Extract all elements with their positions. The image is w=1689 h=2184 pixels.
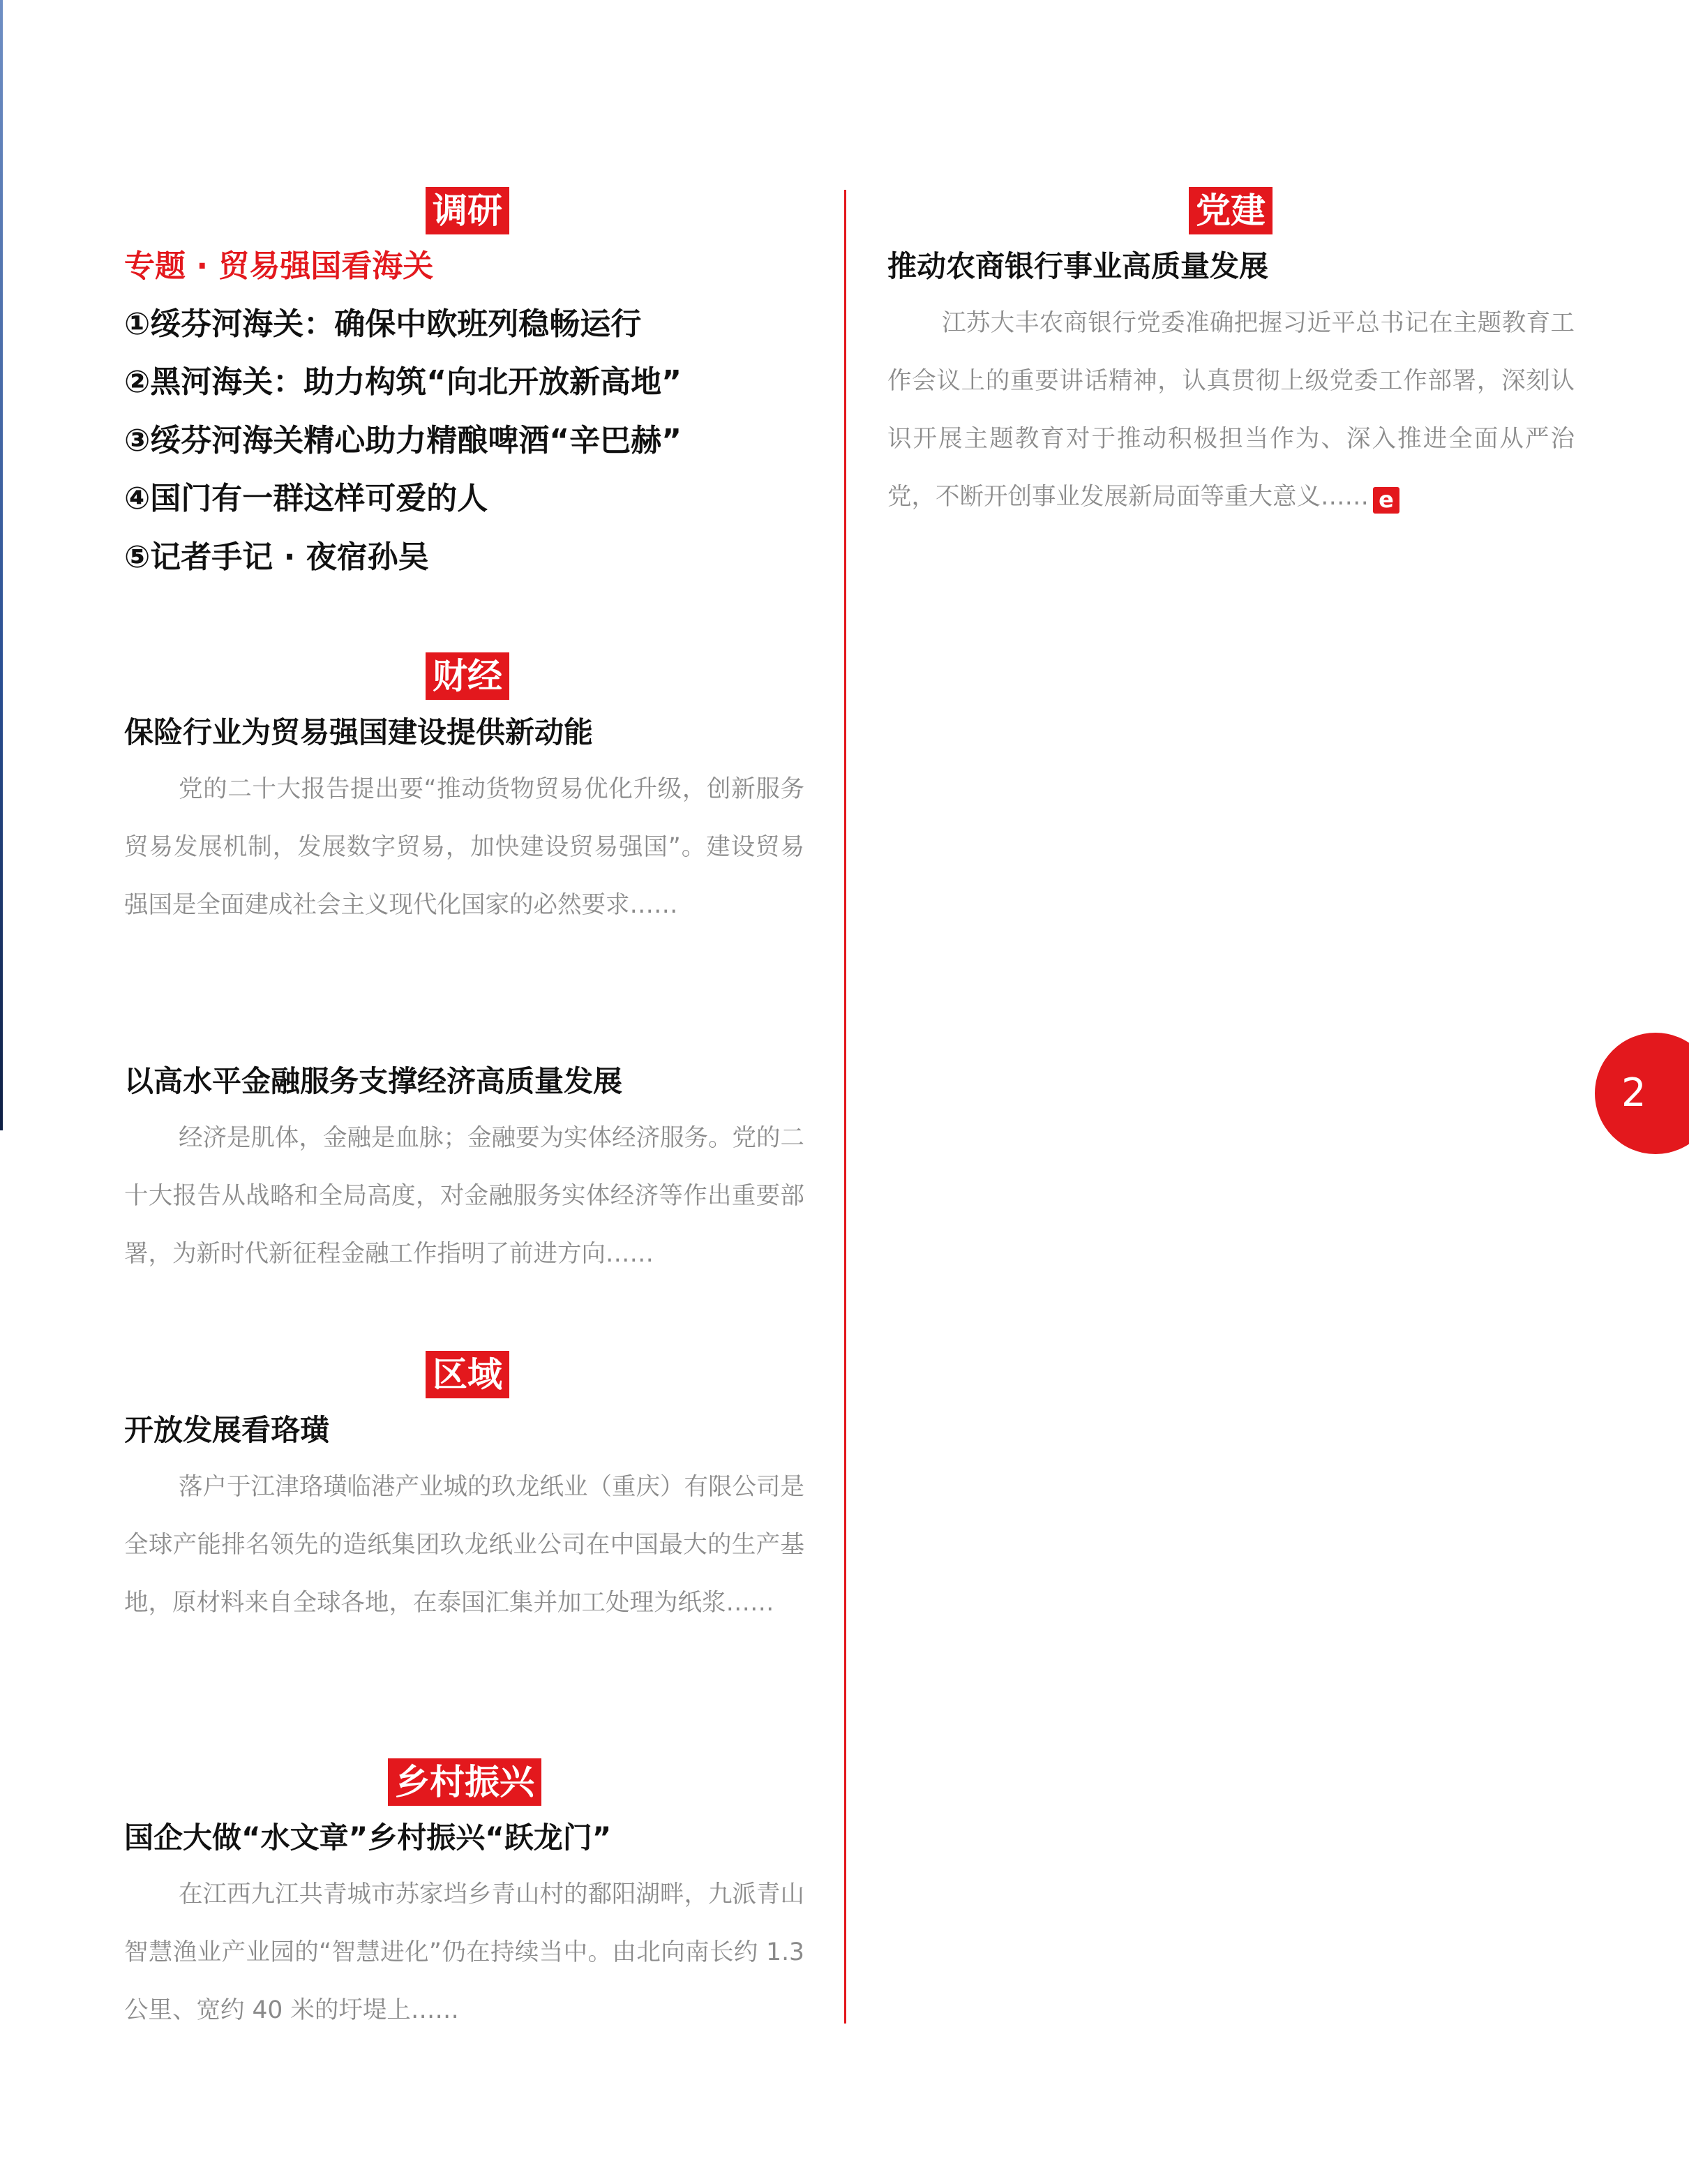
finance-article-2-summary: 经济是肌体，金融是血脉；金融要为实体经济服务。党的二十大报告从战略和全局高度，对金融服务实体经济等作出重要部署，为新时代新征程金融工作指明了前进方向…… bbox=[124, 1124, 804, 1268]
finance-article-2-title[interactable]: 以高水平金融服务支撑经济高质量发展 bbox=[124, 1064, 623, 1098]
research-topic-line[interactable]: 专题 · 贸易强国看海关 bbox=[124, 248, 434, 284]
party-article-title[interactable]: 推动农商银行事业高质量发展 bbox=[887, 249, 1269, 283]
region-article-title[interactable]: 开放发展看珞璜 bbox=[124, 1413, 330, 1447]
research-item-5[interactable]: ⑤记者手记 · 夜宿孙吴 bbox=[124, 539, 429, 575]
section-tag-party: 党建 bbox=[1189, 187, 1273, 234]
finance-article-1-title[interactable]: 保险行业为贸易强国建设提供新动能 bbox=[124, 715, 594, 749]
region-article-summary: 落户于江津珞璜临港产业城的玖龙纸业（重庆）有限公司是全球产能排名领先的造纸集团玖龙纸业公司在中国最大的生产基地，原材料来自全球各地，在泰国汇集并加工处理为纸浆…… bbox=[124, 1473, 804, 1617]
rural-article-title[interactable]: 国企大做“水文章”乡村振兴“跃龙门” bbox=[124, 1820, 612, 1855]
section-tag-finance: 财经 bbox=[426, 652, 509, 700]
left-edge-strip bbox=[0, 0, 3, 1130]
section-tag-rural: 乡村振兴 bbox=[388, 1758, 541, 1806]
rural-article-summary: 在江西九江共青城市苏家垱乡青山村的鄱阳湖畔，九派青山智慧渔业产业园的“智慧进化”仍在持续当中。由北向南长约 1.3 公里、宽约 40 米的圩堤上…… bbox=[124, 1880, 804, 2024]
research-item-4[interactable]: ④国门有一群这样可爱的人 bbox=[124, 481, 488, 516]
section-tag-region: 区域 bbox=[426, 1351, 509, 1398]
end-mark-icon: e bbox=[1373, 487, 1399, 514]
finance-article-1-summary: 党的二十大报告提出要“推动货物贸易优化升级，创新服务贸易发展机制，发展数字贸易，加快建设贸易强国”。建设贸易强国是全面建成社会主义现代化国家的必然要求…… bbox=[124, 775, 804, 919]
page-number-tab: 2 bbox=[1595, 1033, 1689, 1154]
column-divider bbox=[844, 190, 846, 2024]
section-tag-research: 调研 bbox=[426, 187, 509, 234]
research-item-1[interactable]: ①绥芬河海关：确保中欧班列稳畅运行 bbox=[124, 306, 642, 342]
research-item-3[interactable]: ③绥芬河海关精心助力精酿啤酒“辛巴赫” bbox=[124, 423, 682, 458]
party-article-summary bbox=[887, 294, 1575, 526]
party-article-summary-text: 江苏大丰农商银行党委准确把握习近平总书记在主题教育工作会议上的重要讲话精神，认真贯彻上级党委工作部署，深刻认识开展主题教育对于推动积极担当作为、深入推进全面从严治党，不断开创事业发展新局面等重大意义…… bbox=[887, 309, 1575, 511]
research-item-2[interactable]: ②黑河海关：助力构筑“向北开放新高地” bbox=[124, 364, 682, 400]
